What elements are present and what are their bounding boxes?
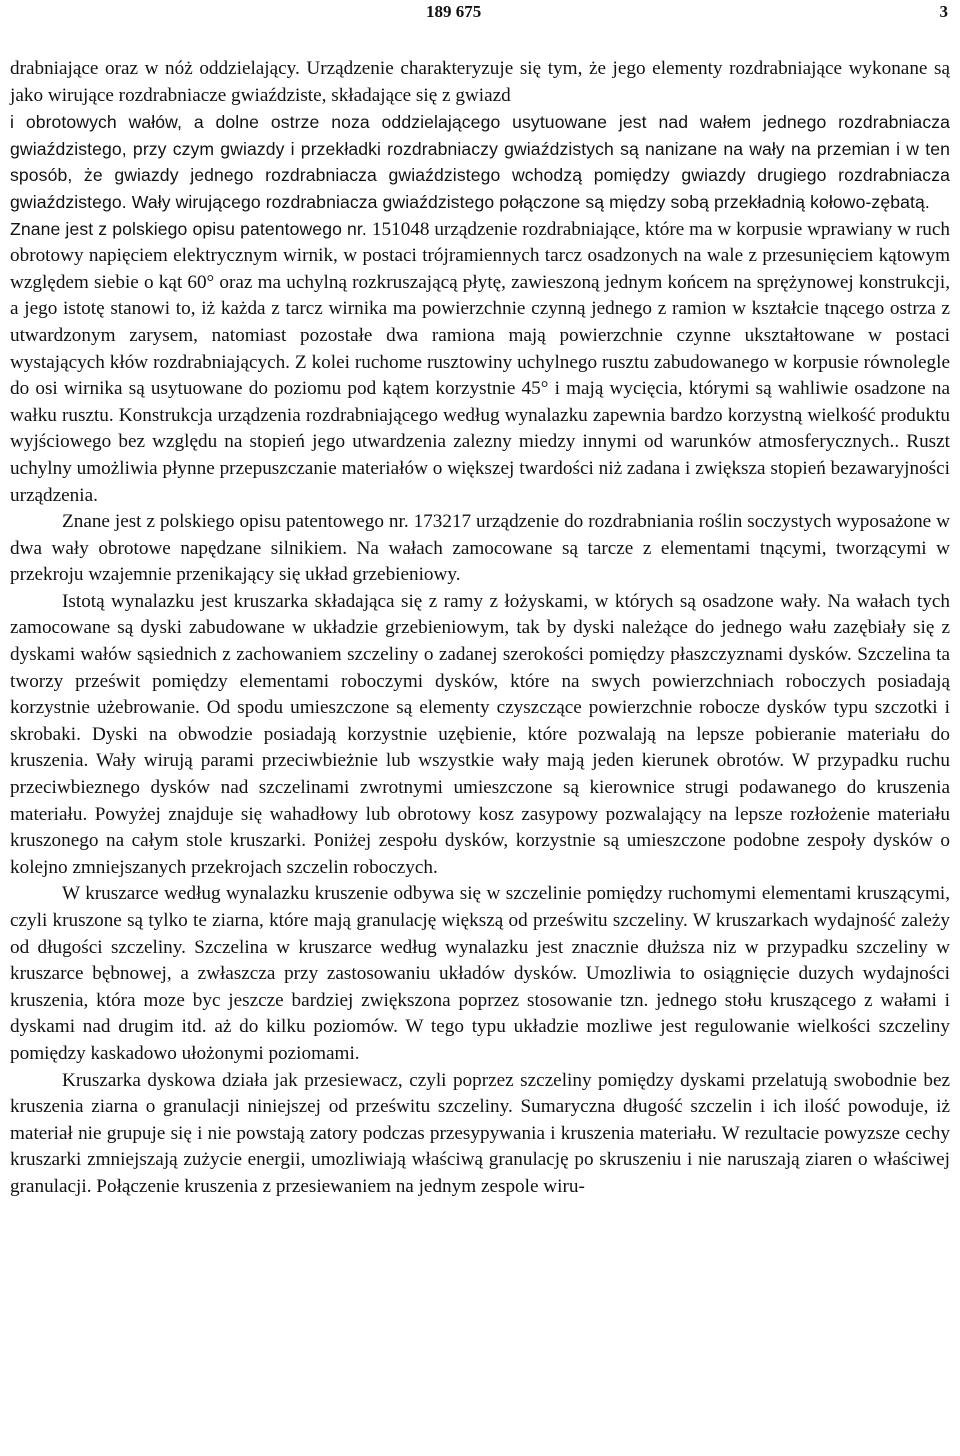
paragraph: i obrotowych wałów, a dolne ostrze noza oddzielającego usytuowane jest nad wałem jednego rozdrabniacza gwiaździstego, przy czym gwiazdy i przekładki rozdrabniaczy gwiaździstych są nanizane na wały na przemian i w ten sposób, że gwiazdy jednego rozdrabniacza gwiaździstego wchodzą pomiędzy gwiazdy drugiego rozdrabniacza gwiaździstego. Wały wirującego rozdrabniacza gwiaździstego połączone są między sobą przekładnią kołowo-zębatą. (10, 112, 950, 212)
patent-number: 189 675 (426, 2, 482, 21)
paragraph: Istotą wynalazku jest kruszarka składająca się z ramy z łożyskami, w których są osadzone wały. Na wałach tych zamocowane są dyski zabudowane w układzie grzebieniowym, tak by dyski należące do jednego wału zazębiały się z dyskami wałów sąsiednich z zachowaniem szczeliny o zadanej szerokości pomiędzy płaszczyznami dysków. Szczelina ta tworzy prześwit pomiędzy elementami roboczymi dysków, które na swych powierzchniach roboczych posiadają korzystnie użebrowanie. Od spodu umieszczone są elementy czyszczące powierzchnie robocze dysków typu szczotki i skrobaki. Dyski na obwodzie posiadają korzystnie uzębienie, które pozwalają na lepsze pobieranie materiału do kruszenia. Wały wirują parami przeciwbieżnie lub wszystkie wały mają jeden kierunek obrotów. W przypadku ruchu przeciwbieznego dysków nad szczelinami zwrotnymi umieszczone są kierownice strugi podawanego do kruszenia materiału. Powyżej znajduje się wahadłowy lub obrotowy kosz zasypowy pozwalający na lepsze rozłożenie materiału kruszonego na całym stole kruszarki. Poniżej zespołu dysków, korzystnie są umieszczone podobne zespoły dysków o kolejno zmniejszanych przekrojach szczelin roboczych. (10, 590, 950, 878)
page-header (0, 0, 960, 28)
paragraph: W kruszarce według wynalazku kruszenie odbywa się w szczelinie pomiędzy ruchomymi elementami kruszącymi, czyli kruszone są tylko te ziarna, które mają granulację większą od prześwitu szczeliny. W kruszarkach wydajność zależy od długości szczeliny. Szczelina w kruszarce według wynalazku jest znacznie dłuższa niz w przypadku szczeliny w kruszarce bębnowej, a zwłaszcza przy zastosowaniu układów dysków. Umozliwia to osiągnięcie duzych wydajności kruszenia, która moze byc jeszcze bardziej zwiększona poprzez stosowanie tzn. jednego stołu kruszącego z wałami i dyskami nad drugim itd. aż do kilku poziomów. W tego typu układzie mozliwe jest regulowanie wielkości szczeliny pomiędzy kaskadowo ułożonymi poziomami. (10, 883, 950, 1064)
paragraph: 151048 urządzenie rozdrabniające, które ma w korpusie wprawiany w ruch obrotowy napięciem elektrycznym wirnik, w postaci trójramiennych tarcz osadzonych na wale z przesunięciem kątowym względem siebie o kąt 60° oraz ma uchylną rozkruszającą płytę, zawieszoną jednym końcem na sprężynowej konstrukcji, a jego istotę stanowi to, iż każda z tarcz wirnika ma powierzchnie czynną jednego z ramion w kształcie tnącego ostrza z utwardzonym zarysem, natomiast pozostałe dwa ramiona mają powierzchnie czynne ukształtowane w postaci wystających kłów rozdrabniających. Z kolei ruchome rusztowiny uchylnego rusztu zabudowanego w korpusie równolegle do osi wirnika są usytuowane do poziomu pod kątem korzystnie 45° i mają wycięcia, którymi są wahliwie osadzone na wałku rusztu. Konstrukcja urządzenia rozdrabniającego według wynalazku zapewnia bardzo korzystną wielkość produktu wyjściowego bez względu na stopień jego utwardzenia zalezny miedzy innymi od warunków atmosferycznych.. Ruszt uchylny umożliwia płynne przepuszczanie materiałów o większej twardości niż zadana i zwiększa stopień bezawaryjności urządzenia. (10, 218, 950, 506)
page-number: 3 (939, 2, 948, 21)
document-body (10, 56, 950, 1201)
paragraph: drabniające oraz w nóż oddzielający. Urządzenie charakteryzuje się tym, że jego elementy rozdrabniające wykonane są jako wirujące rozdrabniacze gwiaździste, składające się z gwiazd (10, 58, 950, 106)
paragraph: Znane jest z polskiego opisu patentowego nr. (10, 218, 372, 239)
paragraph: Znane jest z polskiego opisu patentowego nr. 173217 urządzenie do rozdrabniania roślin soczystych wyposażone w dwa wały obrotowe napędzane silnikiem. Na wałach zamocowane są tarcze z elementami tnącymi, tworzącymi w przekroju wzajemnie przenikający się układ grzebieniowy. (10, 511, 950, 586)
paragraph: Kruszarka dyskowa działa jak przesiewacz, czyli poprzez szczeliny pomiędzy dyskami przelatują swobodnie bez kruszenia ziarna o granulacji niniejszej od prześwitu szczeliny. Sumaryczna długość szczelin i ich ilość powoduje, iż materiał nie grupuje się i nie powstają zatory podczas przesypywania i kruszenia materiału. W rezultacie powyzsze cechy kruszarki zmniejszają zużycie energii, umozliwiają właściwą granulację po skruszeniu i nie naruszają ziaren o właściwej granulacji. Połączenie kruszenia z przesiewaniem na jednym zespole wiru- (10, 1069, 950, 1197)
